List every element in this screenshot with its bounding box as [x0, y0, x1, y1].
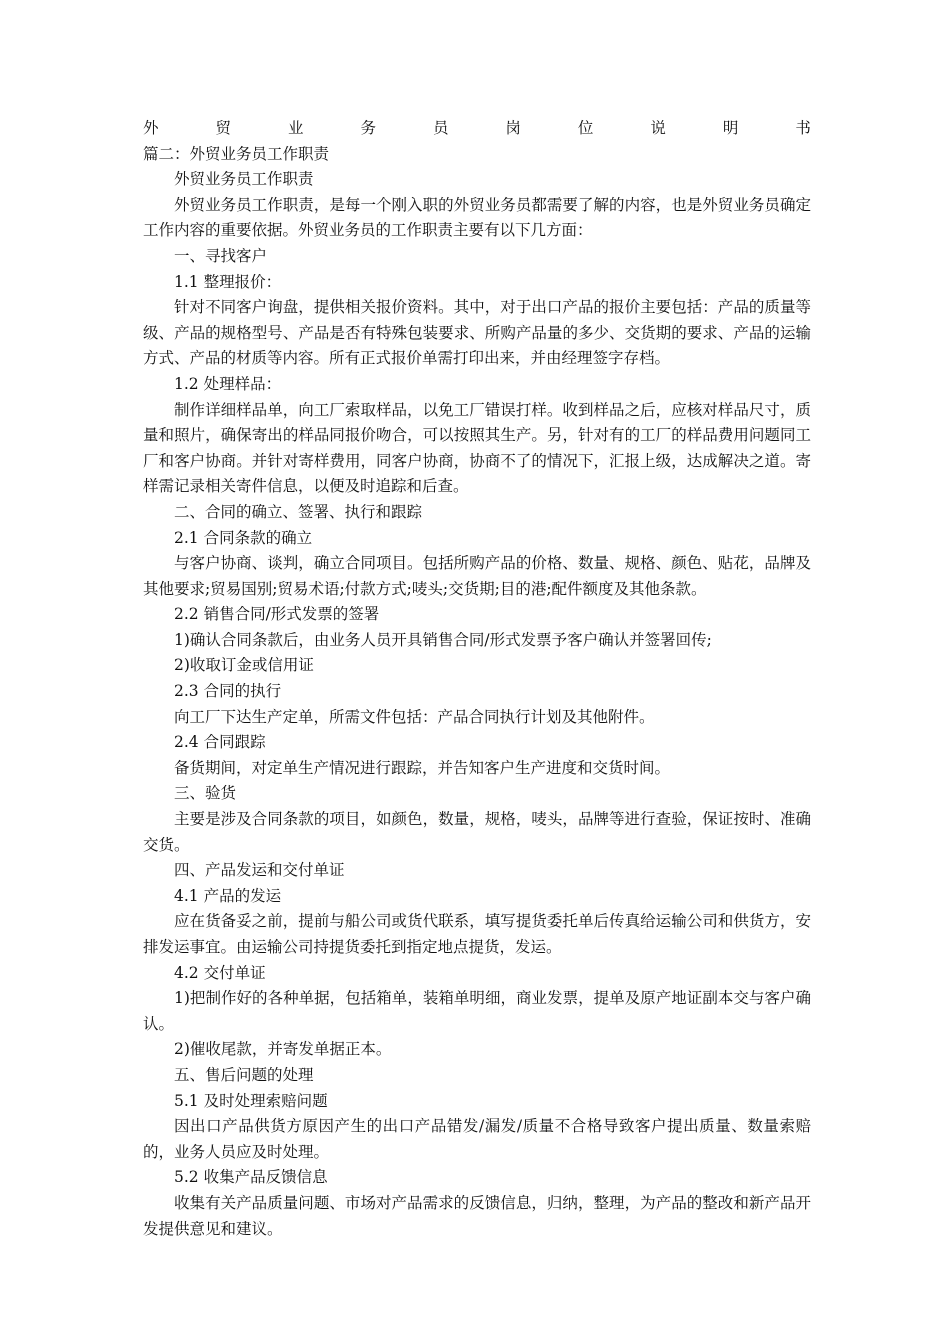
title-char: 明 — [722, 119, 739, 137]
paragraph: 1)把制作好的各种单据，包括箱单，装箱单明细，商业发票，提单及原产地证副本交与客户确认。 — [143, 989, 811, 1033]
subsection-heading: 1.2 处理样品： — [174, 374, 282, 393]
subsection-heading: 2.1 合同条款的确立 — [174, 528, 313, 547]
subsection-heading: 4.1 产品的发运 — [174, 886, 282, 905]
paragraph: 因出口产品供货方原因产生的出口产品错发/漏发/质量不合格导致客户提出质量、数量索赔的，业务人员应及时处理。 — [143, 1117, 811, 1161]
document-title — [143, 116, 811, 142]
subsection-heading: 1.1 整理报价： — [174, 272, 282, 291]
subsection-heading: 5.2 收集产品反馈信息 — [174, 1168, 328, 1187]
subsection-heading: 4.2 交付单证 — [174, 963, 266, 982]
paragraph: 外贸业务员工作职责，是每一个刚入职的外贸业务员都需要了解的内容，也是外贸业务员确定工作内容的重要依据。外贸业务员的工作职责主要有以下几方面： — [143, 195, 811, 240]
title-char: 务 — [360, 119, 376, 137]
paragraph: 与客户协商、谈判，确立合同项目。包括所购产品的价格、数量、规格、颜色、贴花，品牌及其他要求;贸易国别;贸易术语;付款方式;唛头;交货期;目的港;配件额度及其他条款。 — [143, 554, 811, 598]
title-char: 业 — [287, 119, 304, 137]
paragraph: 2)收取订金或信用证 — [174, 656, 314, 675]
section-heading: 二、合同的确立、签署、执行和跟踪 — [174, 502, 423, 521]
paragraph: 备货期间，对定单生产情况进行跟踪，并告知客户生产进度和交货时间。 — [174, 758, 671, 777]
paragraph: 向工厂下达生产定单，所需文件包括：产品合同执行计划及其他附件。 — [174, 707, 655, 726]
title-char: 员 — [432, 119, 449, 137]
document-subtitle: 篇二：外贸业务员工作职责 — [143, 144, 330, 163]
paragraph: 主要是涉及合同条款的项目，如颜色，数量，规格，唛头，品牌等进行查验，保证按时、准确交货。 — [143, 810, 811, 854]
title-char: 说 — [650, 119, 666, 137]
subsection-heading: 2.3 合同的执行 — [174, 682, 282, 701]
title-char: 岗 — [505, 119, 521, 137]
section-heading: 四、产品发运和交付单证 — [174, 861, 345, 880]
title-char: 位 — [577, 119, 594, 137]
paragraph: 应在货备妥之前，提前与船公司或货代联系，填写提货委托单后传真给运输公司和供货方，安排发运事宜。由运输公司持提货委托到指定地点提货，发运。 — [143, 912, 811, 956]
subsection-heading: 2.2 销售合同/形式发票的签署 — [174, 605, 380, 624]
subsection-heading: 5.1 及时处理索赔问题 — [174, 1091, 328, 1110]
paragraph: 制作详细样品单，向工厂索取样品，以免工厂错误打样。收到样品之后，应核对样品尺寸，质量和照片，确保寄出的样品同报价吻合，可以按照其生产。另，针对有的工厂的样品费用问题同工厂和客户协商。并针对寄样费用，同客户协商，协商不了的情况下，汇报上级，达成解决之道。寄样需记录相关寄件信息，以便及时追踪和后查。 — [143, 400, 811, 496]
paragraph: 外贸业务员工作职责 — [174, 170, 314, 189]
section-heading: 五、售后问题的处理 — [174, 1065, 314, 1084]
title-char: 外 — [143, 119, 159, 137]
paragraph: 收集有关产品质量问题、市场对产品需求的反馈信息，归纳，整理，为产品的整改和新产品开发提供意见和建议。 — [143, 1193, 811, 1238]
title-char: 书 — [795, 119, 811, 137]
paragraph: 2)催收尾款，并寄发单据正本。 — [174, 1040, 392, 1059]
section-heading: 一、寻找客户 — [174, 246, 268, 265]
paragraph: 1)确认合同条款后，由业务人员开具销售合同/形式发票予客户确认并签署回传; — [174, 630, 712, 649]
section-heading: 三、验货 — [174, 784, 237, 803]
paragraph: 针对不同客户询盘，提供相关报价资料。其中，对于出口产品的报价主要包括：产品的质量等级、产品的规格型号、产品是否有特殊包装要求、所购产品量的多少、交货期的要求、产品的运输方式、产品的材质等内容。所有正式报价单需打印出来，并由经理签字存档。 — [143, 298, 811, 368]
title-char: 贸 — [215, 119, 231, 137]
document-page — [143, 116, 811, 1242]
subsection-heading: 2.4 合同跟踪 — [174, 733, 266, 752]
